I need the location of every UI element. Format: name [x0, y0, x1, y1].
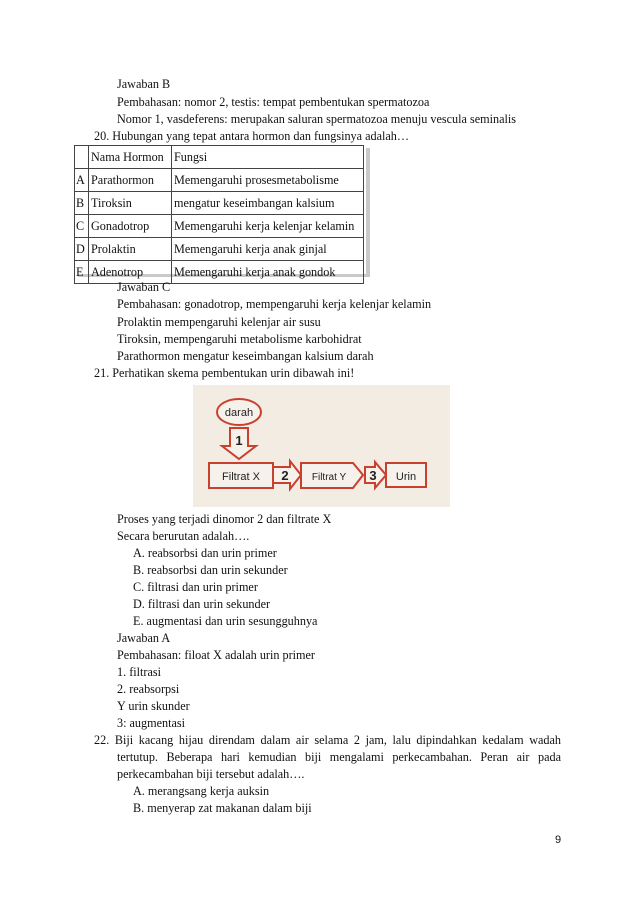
scheme-label-urin: Urin — [395, 471, 417, 483]
answer-line: Jawaban C — [117, 280, 171, 294]
table-cell — [75, 146, 89, 169]
answer-line: Jawaban A — [117, 631, 171, 645]
hormone-name: Prolaktin — [89, 238, 172, 261]
explanation-line: 2. reabsorpsi — [117, 682, 180, 696]
question-22-cont: tertutup. Beberapa hari kemudian biji mengalami perkecambahan. Peran air pada — [117, 750, 561, 764]
option-letter: E — [75, 261, 89, 284]
table-row — [75, 215, 364, 238]
hormone-function: Memengaruhi kerja kelenjar kelamin — [172, 215, 364, 238]
page-number: 9 — [555, 834, 562, 846]
explanation-line: 1. filtrasi — [117, 665, 162, 679]
option-letter: B — [75, 192, 89, 215]
explanation-line: Pembahasan: nomor 2, testis: tempat pembentukan spermatozoa — [117, 95, 430, 109]
explanation-line: Pembahasan: gonadotrop, mempengaruhi kerja kelenjar kelamin — [117, 297, 432, 311]
option-d: D. filtrasi dan urin sekunder — [133, 597, 271, 611]
hormone-table — [74, 145, 364, 284]
hormone-name: Tiroksin — [89, 192, 172, 215]
option-letter: C — [75, 215, 89, 238]
scheme-label-darah: darah — [224, 407, 254, 419]
table-shadow — [366, 148, 370, 276]
option-b: B. menyerap zat makanan dalam biji — [133, 801, 312, 815]
question-text: Secara berurutan adalah…. — [117, 529, 250, 543]
answer-line: Jawaban B — [117, 77, 171, 91]
scheme-label-filtrat-x: Filtrat X — [222, 471, 260, 483]
explanation-line: Parathormon mengatur keseimbangan kalsium darah — [117, 349, 374, 363]
explanation-line: Prolaktin mempengaruhi kelenjar air susu — [117, 315, 321, 329]
table-row — [75, 192, 364, 215]
hormone-name: Gonadotrop — [89, 215, 172, 238]
scheme-step-1: 1 — [235, 433, 243, 448]
table-header-cell: Nama Hormon — [89, 146, 172, 169]
hormone-function: mengatur keseimbangan kalsium — [172, 192, 364, 215]
explanation-line: Nomor 1, vasdeferens: merupakan saluran spermatozoa menuju vescula seminalis — [117, 112, 517, 126]
hormone-function: Memengaruhi kerja anak gondok — [172, 261, 364, 284]
question-text: Proses yang terjadi dinomor 2 dan filtrate X — [117, 512, 332, 526]
question-22-cont: perkecambahan biji tersebut adalah…. — [117, 767, 305, 781]
option-a: A. merangsang kerja auksin — [133, 784, 270, 798]
hormone-function: Memengaruhi kerja anak ginjal — [172, 238, 364, 261]
hormone-name: Adenotrop — [89, 261, 172, 284]
question-22: 22. Biji kacang hijau direndam dalam air selama 2 jam, lalu dipindahkan kedalam wadah — [94, 733, 561, 747]
option-b: B. reabsorbsi dan urin sekunder — [133, 563, 288, 577]
option-e: E. augmentasi dan urin sesungguhnya — [133, 614, 318, 628]
scheme-step-2: 2 — [281, 468, 289, 483]
table-row — [75, 238, 364, 261]
table-header-cell: Fungsi — [172, 146, 364, 169]
table-header-row — [75, 146, 364, 169]
scheme-label-filtrat-y: Filtrat Y — [311, 472, 347, 483]
question-21: 21. Perhatikan skema pembentukan urin dibawah ini! — [94, 366, 355, 380]
option-a: A. reabsorbsi dan urin primer — [133, 546, 277, 560]
urine-scheme-figure — [193, 385, 450, 507]
option-letter: D — [75, 238, 89, 261]
table-row — [75, 169, 364, 192]
explanation-line: Pembahasan: filoat X adalah urin primer — [117, 648, 315, 662]
option-letter: A — [75, 169, 89, 192]
question-20: 20. Hubungan yang tepat antara hormon dan fungsinya adalah… — [94, 129, 410, 143]
hormone-function: Memengaruhi prosesmetabolisme — [172, 169, 364, 192]
hormone-name: Parathormon — [89, 169, 172, 192]
explanation-line: 3: augmentasi — [117, 716, 186, 730]
explanation-line: Tiroksin, mempengaruhi metabolisme karbohidrat — [117, 332, 362, 346]
scheme-step-3: 3 — [369, 468, 377, 483]
explanation-line: Y urin skunder — [117, 699, 190, 713]
option-c: C. filtrasi dan urin primer — [133, 580, 258, 594]
